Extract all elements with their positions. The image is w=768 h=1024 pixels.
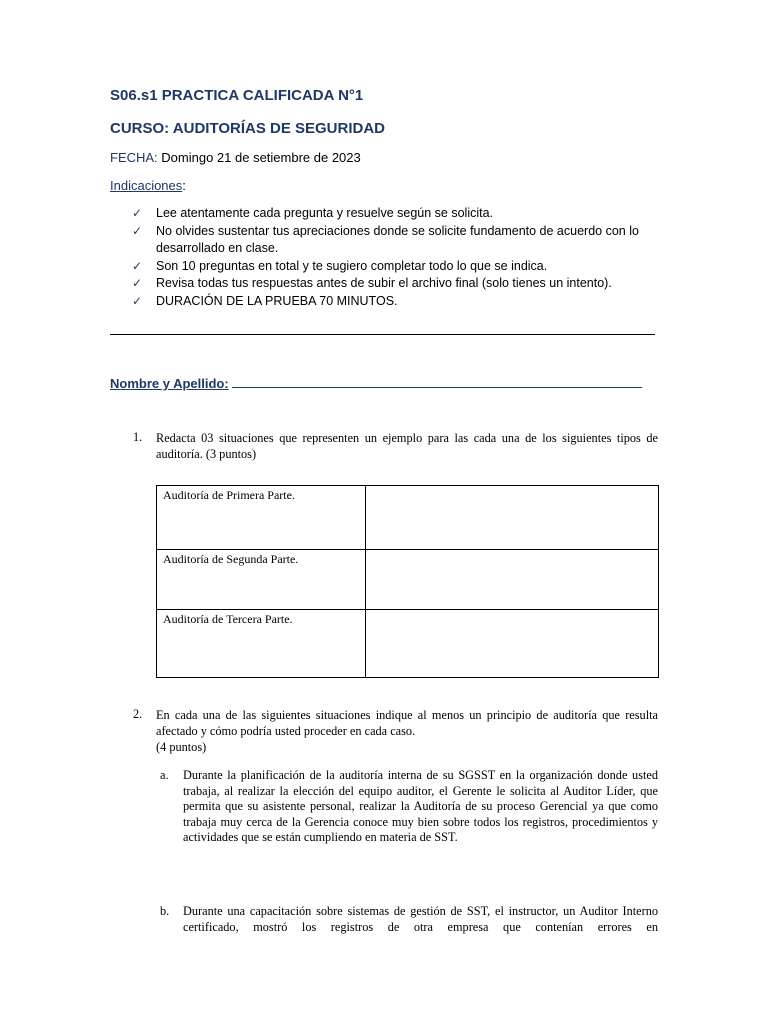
document-title: S06.s1 PRACTICA CALIFICADA N°1 xyxy=(110,87,364,104)
question-2-number: 2. xyxy=(133,707,143,721)
table-cell-label: Auditoría de Segunda Parte. xyxy=(157,550,366,610)
list-item: ✓ No olvides sustentar tus apreciaciones donde se solicite fundamento de acuerdo con lo desarrollado en clase. xyxy=(132,223,639,255)
table-cell-label: Auditoría de Tercera Parte. xyxy=(157,610,366,678)
question-2-text: En cada una de las siguientes situaciones indique al menos un principio de auditoría que resulta afectado y cómo podría usted proceder en cada caso. (4 puntos) xyxy=(156,708,658,754)
separator-line xyxy=(110,334,655,335)
item-b-marker: b. xyxy=(160,904,170,918)
date-label: FECHA: xyxy=(110,150,158,165)
table-cell-label: Auditoría de Primera Parte. xyxy=(157,486,366,550)
answer-cell[interactable] xyxy=(366,550,659,610)
indications-label: Indicaciones xyxy=(110,178,183,193)
date-value: Domingo 21 de setiembre de 2023 xyxy=(157,150,361,165)
item-a-text: Durante la planificación de la auditoría interna de su SGSST en la organización donde usted trabaja, al realizar la elección del equipo auditor, el Gerente le solicita al Auditor Líder, que permita que su asistente personal, realizar la Auditoría de su proceso Gerencial ya que como trabaja muy cerca de la Gerencia conoce muy bien sobre todos los registros, procedimientos y actividades que se están cumpliendo en materia de SST. xyxy=(183,768,658,844)
audit-types-table xyxy=(156,485,659,678)
question-2-points: (4 puntos) xyxy=(156,740,207,754)
list-item: ✓ Son 10 preguntas en total y te sugiero completar todo lo que se indica. xyxy=(132,258,662,276)
answer-cell[interactable] xyxy=(366,486,659,550)
course-title: CURSO: AUDITORÍAS DE SEGURIDAD xyxy=(110,120,386,137)
check-icon: ✓ xyxy=(132,276,143,290)
question-1-text: Redacta 03 situaciones que representen un ejemplo para las cada una de los siguientes tipos de auditoría. (3 puntos) xyxy=(156,431,658,461)
table-row xyxy=(157,610,659,678)
table-row xyxy=(157,486,659,550)
list-item: ✓ Revisa todas tus respuestas antes de subir el archivo final (solo tienes un intento). xyxy=(132,275,662,293)
check-icon: ✓ xyxy=(132,293,143,308)
name-label: Nombre y Apellido: xyxy=(110,376,229,391)
date-line xyxy=(110,150,361,165)
item-a-marker: a. xyxy=(160,768,169,782)
question-1-number: 1. xyxy=(133,430,143,444)
indications-heading: Indicaciones: xyxy=(110,178,186,193)
indications-list xyxy=(132,205,662,310)
check-icon: ✓ xyxy=(132,223,143,238)
item-b-text: Durante una capacitación sobre sistemas de gestión de SST, el instructor, un Auditor Interno certificado, mostró los registros de otra empresa que contenían errores en xyxy=(183,904,658,934)
name-field xyxy=(110,375,642,391)
check-icon: ✓ xyxy=(132,206,143,220)
list-item: ✓ Lee atentamente cada pregunta y resuelve según se solicita. xyxy=(132,205,662,223)
answer-cell[interactable] xyxy=(366,610,659,678)
name-blank-line[interactable] xyxy=(232,375,642,388)
check-icon: ✓ xyxy=(132,258,143,273)
list-item: ✓ DURACIÓN DE LA PRUEBA 70 MINUTOS. xyxy=(132,293,662,311)
table-row xyxy=(157,550,659,610)
